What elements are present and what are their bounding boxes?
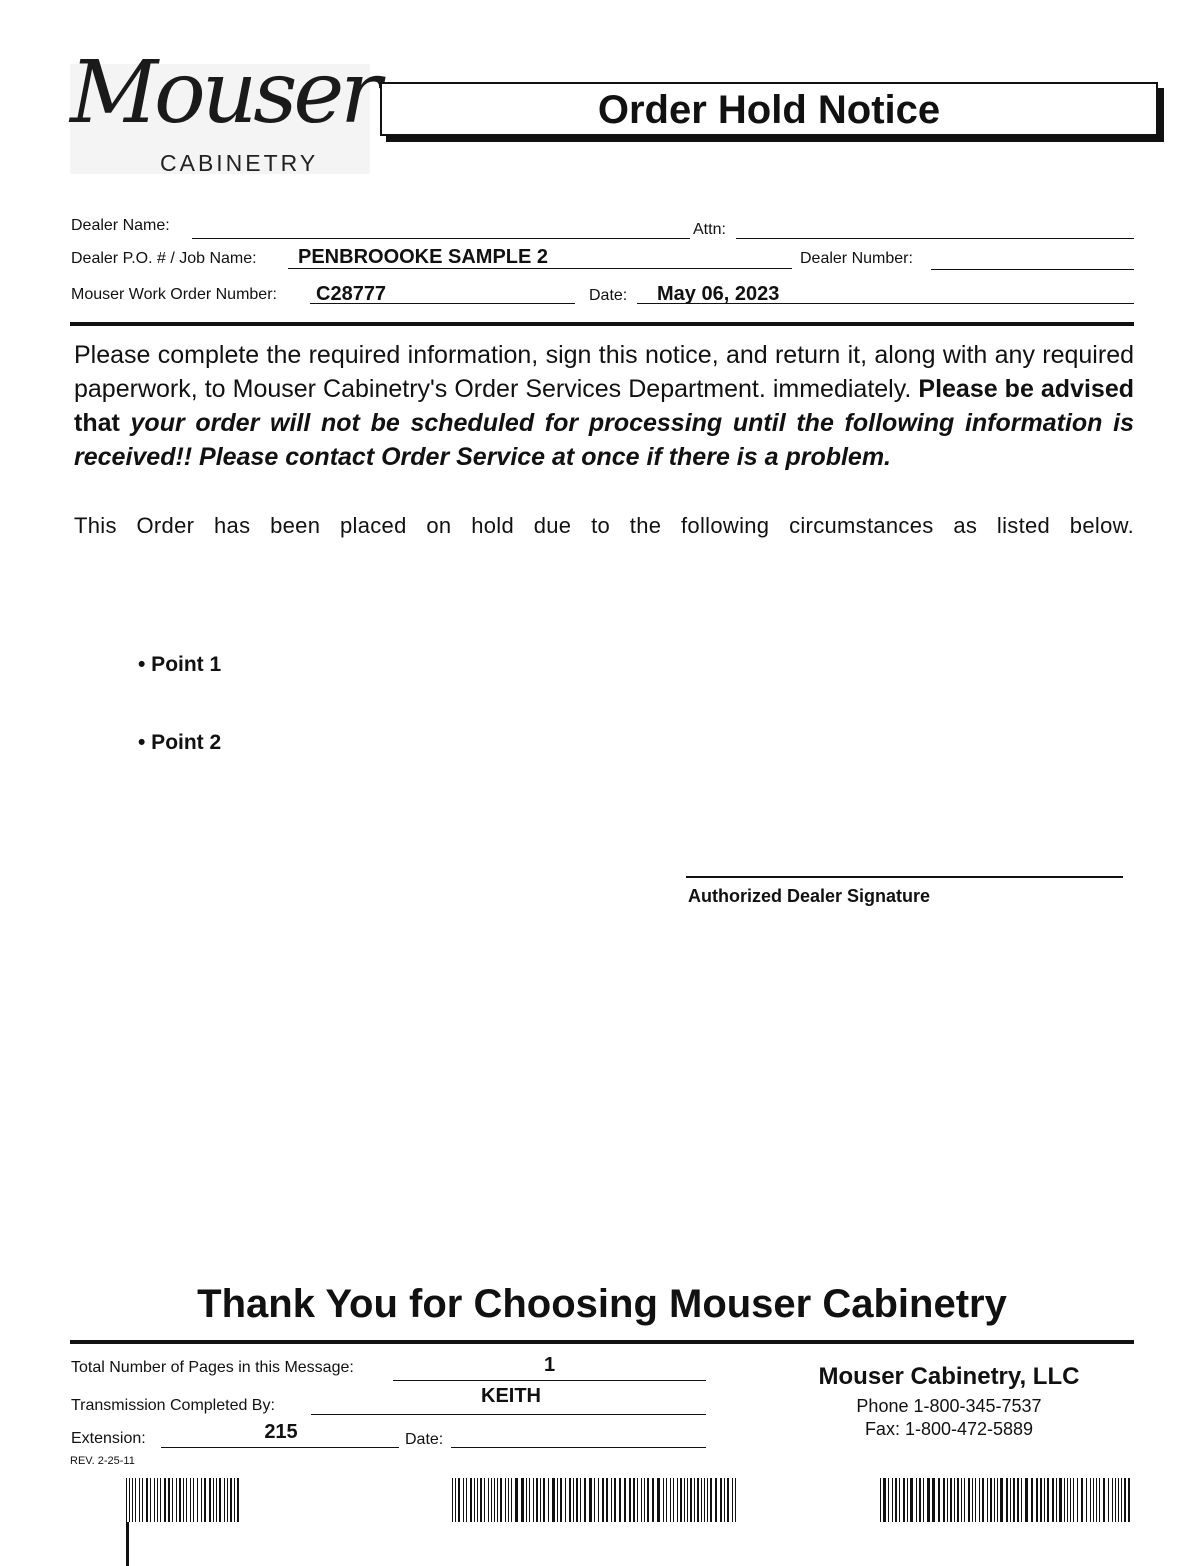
company-name: Mouser Cabinetry, LLC bbox=[818, 1363, 1080, 1390]
barcode-bar bbox=[548, 1478, 549, 1522]
barcode-bar bbox=[598, 1478, 599, 1522]
barcode-bar bbox=[883, 1478, 886, 1522]
barcode-bar bbox=[987, 1478, 988, 1522]
barcode-bar bbox=[142, 1478, 143, 1522]
barcode-bar bbox=[644, 1478, 645, 1522]
dealer-number-label: Dealer Number: bbox=[800, 250, 913, 267]
barcode-bar bbox=[1096, 1478, 1097, 1522]
barcode-bar bbox=[690, 1478, 692, 1522]
barcode-bar bbox=[146, 1478, 148, 1522]
barcode-bar bbox=[927, 1478, 930, 1522]
barcode-bar bbox=[197, 1478, 198, 1522]
barcode-bar bbox=[1021, 1478, 1022, 1522]
barcode-bar bbox=[1099, 1478, 1100, 1522]
attn-field[interactable] bbox=[736, 238, 1134, 239]
date-label: Date: bbox=[589, 287, 628, 304]
barcode-bar bbox=[470, 1478, 472, 1522]
barcode-bar bbox=[157, 1478, 158, 1522]
barcode-bar bbox=[1128, 1478, 1130, 1522]
header-divider bbox=[70, 322, 1134, 326]
barcode-bar bbox=[201, 1478, 202, 1522]
pages-field[interactable] bbox=[393, 1380, 706, 1381]
barcode-bar bbox=[463, 1478, 464, 1522]
barcode-bar bbox=[186, 1478, 187, 1522]
barcode-bar bbox=[458, 1478, 460, 1522]
barcode-bar bbox=[1090, 1478, 1091, 1522]
barcode-bar bbox=[1115, 1478, 1116, 1522]
barcode-bar bbox=[209, 1478, 211, 1522]
barcode-bar bbox=[488, 1478, 489, 1522]
barcode-bar bbox=[641, 1478, 642, 1522]
barcode-bar bbox=[1040, 1478, 1042, 1522]
pages-label: Total Number of Pages in this Message: bbox=[71, 1359, 354, 1376]
barcode-bar bbox=[624, 1478, 626, 1522]
barcode-bar bbox=[1070, 1478, 1071, 1522]
completed-by-label: Transmission Completed By: bbox=[71, 1397, 275, 1414]
extension-label: Extension: bbox=[71, 1430, 146, 1447]
barcode-bar bbox=[606, 1478, 608, 1522]
thanks-heading: Thank You for Choosing Mouser Cabinetry bbox=[197, 1282, 1007, 1326]
barcode-bar bbox=[1121, 1478, 1122, 1522]
barcode-bar bbox=[484, 1478, 485, 1522]
barcode-bar bbox=[580, 1478, 581, 1522]
barcode-bar bbox=[234, 1478, 235, 1522]
work-order-label: Mouser Work Order Number: bbox=[71, 286, 277, 303]
barcode-bar bbox=[903, 1478, 905, 1522]
completed-by-value: KEITH bbox=[481, 1385, 541, 1407]
barcode-bar bbox=[982, 1478, 984, 1522]
pages-value: 1 bbox=[543, 1354, 556, 1376]
barcode-bar bbox=[497, 1478, 498, 1522]
barcode-bar bbox=[552, 1478, 555, 1522]
warning-text: your order will not be scheduled for processing until the following information is received!! Please contact Order Service at once if there is a problem. bbox=[74, 409, 1134, 471]
barcode-bar bbox=[1124, 1478, 1126, 1522]
barcode-bar bbox=[880, 1478, 881, 1522]
barcode-bar bbox=[1017, 1478, 1019, 1522]
barcode-bar bbox=[491, 1478, 492, 1522]
advised-text: Please be advised that bbox=[74, 375, 1135, 437]
barcode-bar bbox=[193, 1478, 194, 1522]
barcode-bar bbox=[129, 1478, 130, 1522]
barcode-bar bbox=[213, 1478, 214, 1522]
company-fax: Fax: 1-800-472-5889 bbox=[864, 1419, 1034, 1439]
barcode-bar bbox=[724, 1478, 725, 1522]
barcode-bar bbox=[1073, 1478, 1074, 1522]
barcode-bar bbox=[614, 1478, 616, 1522]
barcode-bar bbox=[1052, 1478, 1054, 1522]
barcode-bar bbox=[511, 1478, 512, 1522]
barcode-bar bbox=[540, 1478, 541, 1522]
barcode-bar bbox=[954, 1478, 955, 1522]
barcode-bar bbox=[529, 1478, 530, 1522]
barcode-bar bbox=[975, 1478, 976, 1522]
barcode-bar bbox=[477, 1478, 478, 1522]
barcode-bar bbox=[704, 1478, 705, 1522]
barcode-bar bbox=[594, 1478, 595, 1522]
barcode-bar bbox=[500, 1478, 502, 1522]
signature-label: Authorized Dealer Signature bbox=[688, 886, 931, 906]
barcode-bar bbox=[508, 1478, 509, 1522]
barcode-bar bbox=[576, 1478, 578, 1522]
barcode-bar bbox=[732, 1478, 733, 1522]
po-job-value: PENBROOOKE SAMPLE 2 bbox=[298, 246, 549, 268]
title-box bbox=[380, 82, 1158, 136]
barcode-bar bbox=[204, 1478, 206, 1522]
barcode-bar bbox=[694, 1478, 695, 1522]
barcode-bar bbox=[1013, 1478, 1015, 1522]
barcode-bar bbox=[526, 1478, 527, 1522]
barcode-bar bbox=[543, 1478, 545, 1522]
barcode-bar bbox=[633, 1478, 635, 1522]
barcode-bar bbox=[950, 1478, 952, 1522]
completed-by-field[interactable] bbox=[311, 1414, 706, 1415]
barcode-bar bbox=[190, 1478, 191, 1522]
barcode-bar bbox=[126, 1522, 129, 1566]
barcode-bar bbox=[932, 1478, 935, 1522]
signature-field[interactable] bbox=[686, 876, 1123, 878]
barcode-bar bbox=[1031, 1478, 1033, 1522]
barcode-bar bbox=[637, 1478, 638, 1522]
barcode-bar bbox=[923, 1478, 924, 1522]
barcode-bar bbox=[1108, 1478, 1109, 1522]
work-order-value: C28777 bbox=[316, 283, 387, 305]
barcode-bar bbox=[938, 1478, 940, 1522]
barcode-bar bbox=[710, 1478, 712, 1522]
barcode-bar bbox=[919, 1478, 921, 1522]
barcode-bar bbox=[657, 1478, 660, 1522]
barcode-bar bbox=[172, 1478, 173, 1522]
extension-value: 215 bbox=[264, 1421, 298, 1443]
date-value: May 06, 2023 bbox=[657, 283, 780, 305]
barcode-left bbox=[126, 1478, 246, 1522]
extension-field[interactable] bbox=[161, 1447, 399, 1448]
barcode-bar bbox=[1067, 1478, 1068, 1522]
barcode-bar bbox=[720, 1478, 722, 1522]
barcode-bar bbox=[474, 1478, 475, 1522]
barcode-bar bbox=[964, 1478, 965, 1522]
barcode-bar bbox=[224, 1478, 225, 1522]
barcode-bar bbox=[505, 1478, 506, 1522]
barcode-bar bbox=[1047, 1478, 1049, 1522]
company-phone: Phone 1-800-345-7537 bbox=[856, 1396, 1042, 1416]
barcode-bar bbox=[494, 1478, 495, 1522]
barcode-bar bbox=[735, 1478, 736, 1522]
barcode-bar bbox=[466, 1478, 467, 1522]
barcode-bar bbox=[916, 1478, 917, 1522]
barcode-bar bbox=[684, 1478, 685, 1522]
footer-date-label: Date: bbox=[405, 1431, 444, 1448]
barcode-bar bbox=[1103, 1478, 1105, 1522]
barcode-bar bbox=[961, 1478, 962, 1522]
barcode-bar bbox=[455, 1478, 456, 1522]
barcode-bar bbox=[1025, 1478, 1028, 1522]
barcode-bar bbox=[230, 1478, 232, 1522]
barcode-bar bbox=[569, 1478, 571, 1522]
dealer-number-field[interactable] bbox=[931, 269, 1134, 270]
barcode-bar bbox=[160, 1478, 161, 1522]
barcode-bar bbox=[515, 1478, 518, 1522]
barcode-center bbox=[452, 1478, 739, 1522]
barcode-bar bbox=[611, 1478, 612, 1522]
barcode-bar bbox=[179, 1478, 181, 1522]
barcode-bar bbox=[968, 1478, 970, 1522]
barcode-bar bbox=[150, 1478, 151, 1522]
barcode-bar bbox=[573, 1478, 574, 1522]
barcode-right bbox=[880, 1478, 1134, 1522]
barcode-bar bbox=[584, 1478, 586, 1522]
barcode-bar bbox=[652, 1478, 654, 1522]
barcode-bar bbox=[687, 1478, 688, 1522]
barcode-bar bbox=[1093, 1478, 1094, 1522]
dealer-name-field[interactable] bbox=[192, 238, 690, 239]
po-job-label: Dealer P.O. # / Job Name: bbox=[71, 250, 257, 267]
revision-label: REV. 2-25-11 bbox=[70, 1455, 135, 1467]
barcode-bar bbox=[680, 1478, 682, 1522]
barcode-bar bbox=[565, 1478, 566, 1522]
barcode-bar bbox=[1000, 1478, 1003, 1522]
logo-script: Mouser bbox=[70, 43, 378, 143]
footer-date-field[interactable] bbox=[451, 1447, 706, 1448]
barcode-bar bbox=[892, 1478, 893, 1522]
barcode-bar bbox=[629, 1478, 631, 1522]
barcode-bar bbox=[602, 1478, 604, 1522]
barcode-bar bbox=[183, 1478, 184, 1522]
barcode-bar bbox=[132, 1478, 133, 1522]
barcode-bar bbox=[1086, 1478, 1087, 1522]
barcode-bar bbox=[697, 1478, 699, 1522]
point-item: • Point 1 bbox=[138, 653, 222, 676]
barcode-bar bbox=[947, 1478, 948, 1522]
barcode-bar bbox=[452, 1478, 453, 1522]
barcode-bar bbox=[1056, 1478, 1057, 1522]
footer-divider bbox=[70, 1340, 1134, 1344]
instructions-paragraph bbox=[74, 338, 1134, 474]
barcode-bar bbox=[673, 1478, 674, 1522]
point-item: • Point 2 bbox=[138, 731, 222, 754]
barcode-bar bbox=[227, 1478, 228, 1522]
barcode-bar bbox=[990, 1478, 992, 1522]
barcode-bar bbox=[1006, 1478, 1008, 1522]
barcode-bar bbox=[164, 1478, 166, 1522]
barcode-bar bbox=[997, 1478, 998, 1522]
barcode-bar bbox=[1112, 1478, 1113, 1522]
barcode-bar bbox=[701, 1478, 702, 1522]
barcode-bar bbox=[670, 1478, 671, 1522]
barcode-bar bbox=[521, 1478, 524, 1522]
page-title: Order Hold Notice bbox=[597, 88, 941, 132]
barcode-bar bbox=[1081, 1478, 1083, 1522]
barcode-bar bbox=[536, 1478, 538, 1522]
barcode-bar bbox=[237, 1478, 239, 1522]
barcode-bar bbox=[560, 1478, 562, 1522]
barcode-bar bbox=[1077, 1478, 1078, 1522]
barcode-bar bbox=[1036, 1478, 1038, 1522]
barcode-bar bbox=[666, 1478, 667, 1522]
barcode-bar bbox=[533, 1478, 534, 1522]
barcode-bar bbox=[707, 1478, 708, 1522]
barcode-bar bbox=[888, 1478, 889, 1522]
barcode-bar bbox=[1064, 1478, 1065, 1522]
intro-text: Please complete the required information, sign this notice, and return it, along with any required paperwork, to Mouser Cabinetry's Order Services Department. immediately. bbox=[74, 341, 1134, 403]
barcode-bar bbox=[219, 1478, 221, 1522]
barcode-bar bbox=[154, 1478, 155, 1522]
barcode-bar bbox=[943, 1478, 945, 1522]
barcode-bar bbox=[216, 1478, 217, 1522]
barcode-bar bbox=[677, 1478, 678, 1522]
barcode-bar bbox=[1010, 1478, 1011, 1522]
barcode-bar bbox=[1118, 1478, 1119, 1522]
barcode-bar bbox=[663, 1478, 664, 1522]
barcode-bar bbox=[994, 1478, 995, 1522]
barcode-bar bbox=[647, 1478, 649, 1522]
attn-label: Attn: bbox=[693, 221, 726, 238]
barcode-bar bbox=[899, 1478, 900, 1522]
barcode-bar bbox=[557, 1478, 558, 1522]
barcode-bar bbox=[715, 1478, 717, 1522]
barcode-bar bbox=[972, 1478, 973, 1522]
barcode-bar bbox=[979, 1478, 980, 1522]
dealer-name-label: Dealer Name: bbox=[71, 217, 170, 234]
barcode-bar bbox=[139, 1478, 140, 1522]
barcode-bar bbox=[957, 1478, 959, 1522]
barcode-bar bbox=[619, 1478, 621, 1522]
circumstances-text: This Order has been placed on hold due to the following circumstances as listed below. bbox=[74, 513, 1134, 538]
barcode-bar bbox=[126, 1478, 127, 1522]
barcode-bar bbox=[910, 1478, 913, 1522]
barcode-bar bbox=[1059, 1478, 1062, 1522]
barcode-bar bbox=[589, 1478, 592, 1522]
barcode-bar bbox=[907, 1478, 908, 1522]
barcode-bar bbox=[135, 1478, 136, 1522]
barcode-bar bbox=[727, 1478, 729, 1522]
barcode-bar bbox=[168, 1478, 170, 1522]
barcode-bar bbox=[480, 1478, 482, 1522]
logo-subtitle: CABINETRY bbox=[160, 150, 319, 176]
barcode-bar bbox=[176, 1478, 177, 1522]
barcode-bar bbox=[1044, 1478, 1045, 1522]
barcode-bar bbox=[895, 1478, 897, 1522]
